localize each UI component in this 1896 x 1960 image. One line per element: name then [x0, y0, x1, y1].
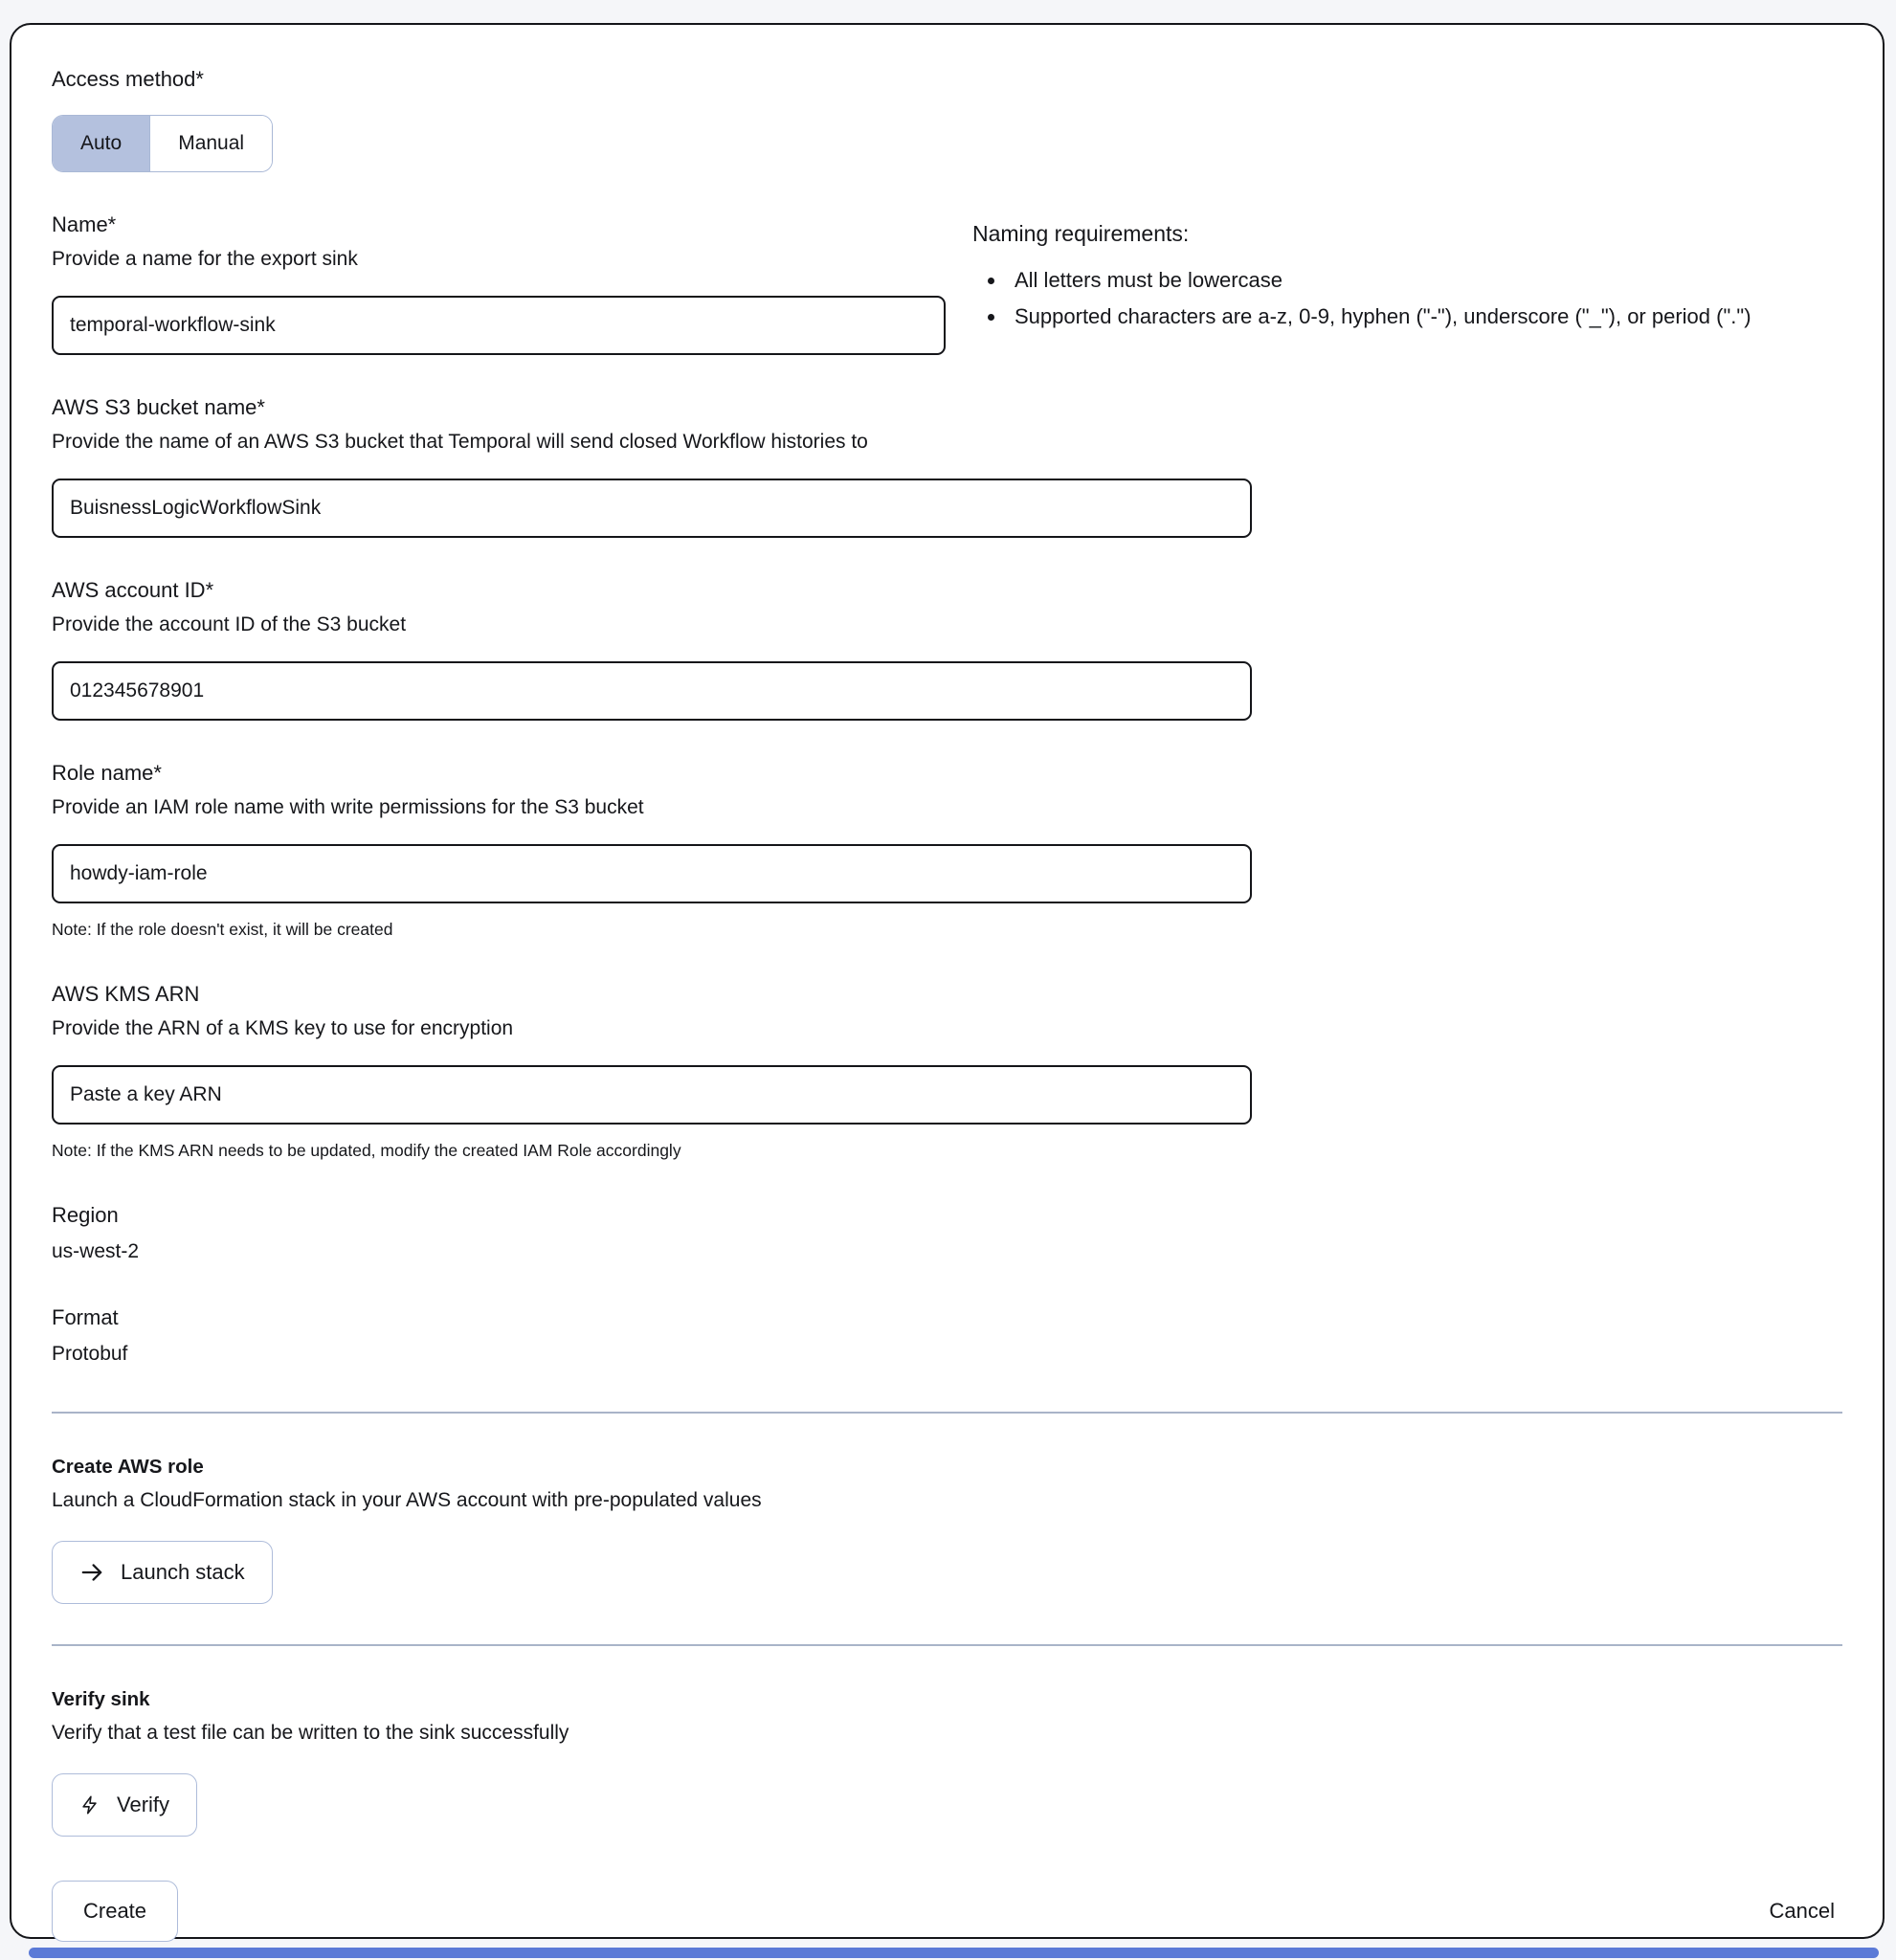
create-aws-role-description: Launch a CloudFormation stack in your AWS account with pre-populated values [52, 1489, 762, 1511]
kms-arn-description: Provide the ARN of a KMS key to use for encryption [52, 1017, 514, 1039]
horizontal-scrollbar-thumb[interactable] [29, 1948, 1879, 1958]
role-name-field [52, 757, 1842, 942]
launch-stack-label: Launch stack [121, 1560, 245, 1584]
create-label: Create [83, 1899, 147, 1923]
name-description: Provide a name for the export sink [52, 248, 358, 270]
account-id-description: Provide the account ID of the S3 bucket [52, 613, 407, 635]
naming-requirements-title: Naming requirements: [972, 221, 1190, 246]
format-label: Format [52, 1305, 119, 1329]
verify-label: Verify [117, 1793, 170, 1816]
access-method-label: Access method* [52, 67, 204, 91]
lightning-bolt-icon [79, 1794, 100, 1815]
create-aws-role-title: Create AWS role [52, 1456, 204, 1478]
account-id-label: AWS account ID* [52, 578, 214, 602]
kms-arn-label: AWS KMS ARN [52, 982, 200, 1006]
create-aws-role-section [52, 1452, 1842, 1604]
verify-sink-title: Verify sink [52, 1688, 150, 1710]
format-value: Protobuf [52, 1343, 128, 1365]
access-method-option-auto[interactable]: Auto [53, 116, 149, 171]
role-name-input[interactable] [52, 844, 1252, 903]
s3-bucket-input[interactable] [52, 479, 1252, 538]
verify-sink-description: Verify that a test file can be written to the sink successfully [52, 1722, 569, 1744]
region-value: us-west-2 [52, 1240, 140, 1262]
access-method-field [52, 63, 1842, 172]
export-sink-form-card [10, 23, 1885, 1939]
account-id-input[interactable] [52, 661, 1252, 721]
region-field [52, 1199, 1842, 1267]
s3-bucket-description: Provide the name of an AWS S3 bucket that Temporal will send closed Workflow histories to [52, 431, 868, 453]
section-divider [52, 1644, 1842, 1646]
role-name-description: Provide an IAM role name with write permissions for the S3 bucket [52, 796, 644, 818]
arrow-right-icon [79, 1560, 104, 1585]
kms-arn-field [52, 978, 1842, 1163]
role-name-note: Note: If the role doesn't exist, it will be created [52, 920, 393, 939]
s3-bucket-field [52, 391, 1842, 538]
naming-requirements-list [972, 262, 1872, 335]
format-field [52, 1302, 1842, 1370]
create-button[interactable] [52, 1881, 178, 1942]
access-method-toggle [52, 115, 273, 172]
access-method-option-manual[interactable]: Manual [149, 116, 272, 171]
name-input[interactable] [52, 296, 946, 355]
naming-requirement-item: • All letters must be lowercase [1007, 262, 1872, 299]
kms-arn-note: Note: If the KMS ARN needs to be updated, modify the created IAM Role accordingly [52, 1141, 681, 1160]
naming-requirements [972, 216, 1872, 335]
cancel-button[interactable]: Cancel [1762, 1899, 1842, 1924]
launch-stack-button[interactable] [52, 1541, 273, 1604]
form-actions [52, 1881, 1842, 1942]
role-name-label: Role name* [52, 761, 162, 785]
account-id-field [52, 574, 1842, 721]
name-label: Name* [52, 212, 117, 236]
verify-button[interactable] [52, 1773, 197, 1837]
section-divider [52, 1412, 1842, 1414]
kms-arn-input[interactable] [52, 1065, 1252, 1125]
region-label: Region [52, 1203, 119, 1227]
naming-requirement-item: • Supported characters are a-z, 0-9, hyphen ("-"), underscore ("_"), or period (".") [1007, 299, 1872, 335]
s3-bucket-label: AWS S3 bucket name* [52, 395, 265, 419]
verify-sink-section [52, 1684, 1842, 1837]
